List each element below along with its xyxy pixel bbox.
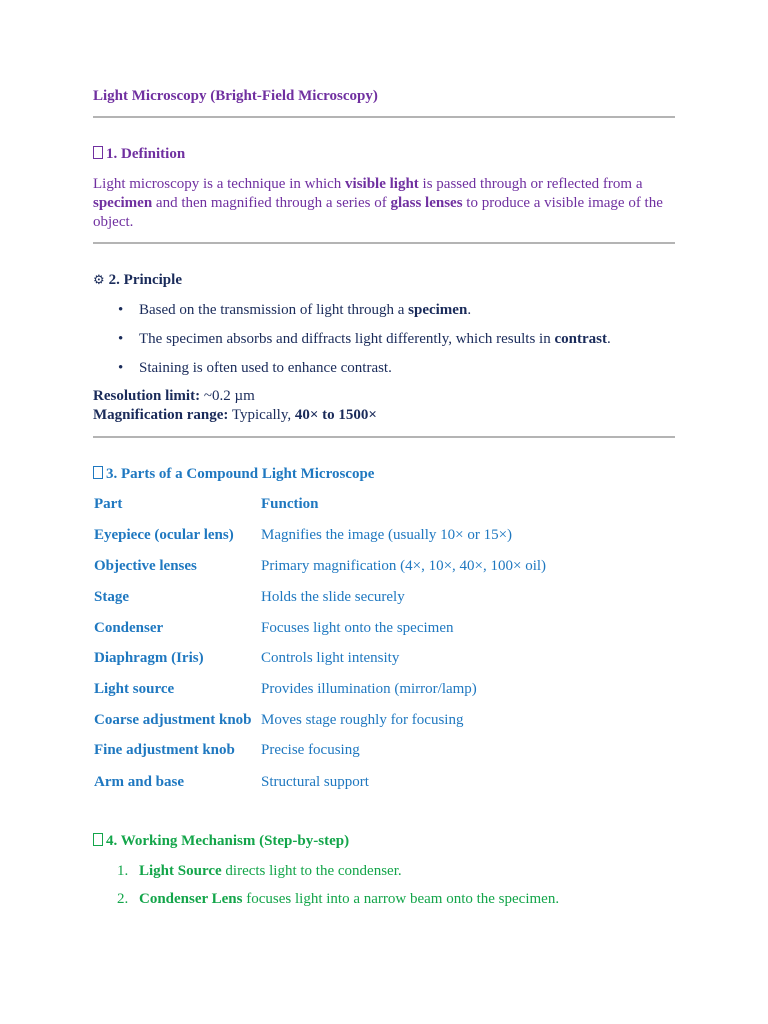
table-cell-function: Structural support <box>261 774 369 790</box>
table-cell-part: Objective lenses <box>94 558 197 574</box>
section-heading-working: 4. Working Mechanism (Step-by-step) <box>93 833 349 850</box>
table-cell-function: Primary magnification (4×, 10×, 40×, 100× oil) <box>261 558 547 574</box>
bullet-icon: • <box>118 331 124 347</box>
table-cell-part: Coarse adjustment knob <box>94 712 252 728</box>
table-cell-function: Provides illumination (mirror/lamp) <box>261 681 477 697</box>
microscope-icon <box>93 466 103 479</box>
list-item: 1. Light Source directs light to the condenser. <box>117 863 402 879</box>
definition-icon <box>93 146 103 159</box>
table-cell-function: Controls light intensity <box>261 650 400 666</box>
document-title: Light Microscopy (Bright-Field Microscopy) <box>93 88 378 104</box>
table-cell-part: Diaphragm (Iris) <box>94 650 204 666</box>
table-cell-part: Fine adjustment knob <box>94 742 235 758</box>
section-heading-definition: 1. Definition <box>93 146 185 163</box>
magnification-range: Magnification range: Typically, 40× to 1500× <box>93 407 377 423</box>
table-cell-part: Condenser <box>94 620 164 636</box>
definition-paragraph: Light microscopy is a technique in which visible light is passed through or reflected from a specimen and then magnified through a series of glass lenses to produce a visible image of the object. <box>93 176 663 230</box>
divider <box>93 116 675 118</box>
table-cell-function: Magnifies the image (usually 10× or 15×) <box>261 527 513 543</box>
section-heading-principle: ⚙ 2. Principle <box>93 272 182 288</box>
divider <box>93 242 675 244</box>
divider <box>93 436 675 438</box>
list-item: 2. Condenser Lens focuses light into a narrow beam onto the specimen. <box>117 891 560 907</box>
list-item: • The specimen absorbs and diffracts light differently, which results in contrast. <box>118 331 611 347</box>
list-item: • Based on the transmission of light through a specimen. <box>118 302 472 318</box>
table-header-part: Part <box>94 496 123 512</box>
table-cell-part: Stage <box>94 589 129 605</box>
bullet-icon: • <box>118 360 124 376</box>
table-cell-part: Eyepiece (ocular lens) <box>94 527 234 543</box>
table-cell-function: Focuses light onto the specimen <box>261 620 454 636</box>
working-icon <box>93 833 103 846</box>
table-cell-part: Light source <box>94 681 175 697</box>
section-heading-parts: 3. Parts of a Compound Light Microscope <box>93 466 374 483</box>
table-cell-function: Precise focusing <box>261 742 360 758</box>
table-cell-function: Moves stage roughly for focusing <box>261 712 464 728</box>
bullet-icon: • <box>118 302 124 318</box>
table-header-function: Function <box>261 496 319 512</box>
table-cell-part: Arm and base <box>94 774 185 790</box>
resolution-limit: Resolution limit: ~0.2 µm <box>93 388 255 404</box>
list-item: • Staining is often used to enhance contrast. <box>118 360 392 376</box>
table-cell-function: Holds the slide securely <box>261 589 405 605</box>
gear-icon: ⚙ <box>93 273 105 288</box>
